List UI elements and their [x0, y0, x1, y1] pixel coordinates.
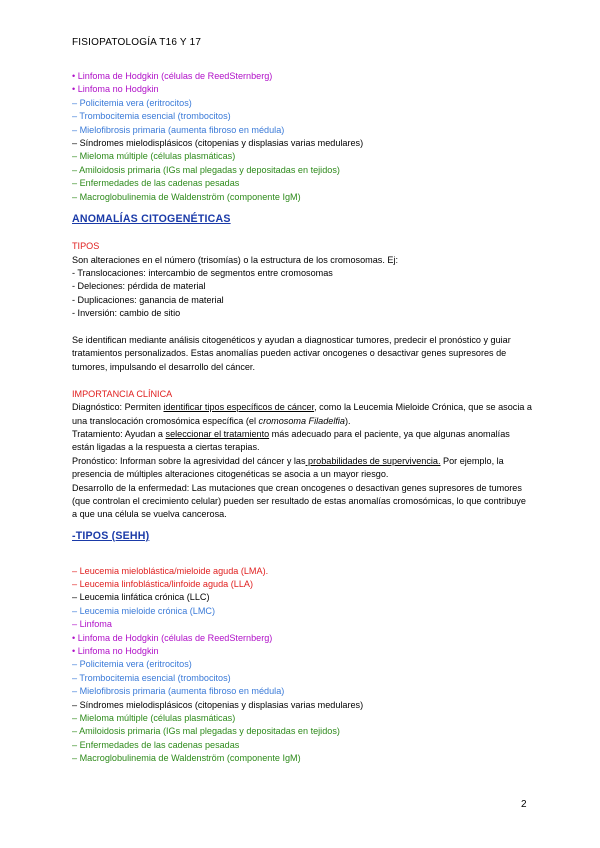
list-item: – Síndromes mielodisplásicos (citopenias y displasias varias medulares)	[72, 138, 364, 149]
sehh-disease-list	[72, 565, 532, 766]
page-number: 2	[521, 799, 527, 810]
list-item: • Linfoma no Hodgkin	[72, 645, 159, 656]
subheading-tipos: TIPOS	[72, 241, 100, 252]
citogeneticas-paragraph: Se identifican mediante análisis citogenéticos y ayudan a diagnosticar tumores, predecir el pronóstico y guiar tratamientos personalizados. Estas anomalías pueden activar oncogenes o desactivar genes supresores de tumores, impulsando el desarrollo del cáncer.	[72, 335, 511, 372]
cromosoma-filadelfia: cromosoma Filadelfia	[258, 415, 345, 426]
list-item: – Mielofibrosis primaria (aumenta fibroso en médula)	[72, 124, 285, 135]
list-item: – Enfermedades de las cadenas pesadas	[72, 178, 240, 189]
list-item: – Trombocitemia esencial (trombocitos)	[72, 672, 231, 683]
diagnostico-underline: identificar tipos específicos de cáncer	[163, 402, 315, 413]
list-item: - Inversión: cambio de sitio	[72, 308, 181, 319]
tipos-intro: Son alteraciones en el número (trisomías) o la estructura de los cromosomas. Ej:	[72, 254, 398, 265]
document-body	[72, 70, 532, 766]
list-item: • Linfoma de Hodgkin (células de ReedSternberg)	[72, 71, 273, 81]
list-item: – Policitemia vera (eritrocitos)	[72, 659, 192, 670]
diagnostico-paragraph: Diagnóstico: Permiten identificar tipos específicos de cáncer, como la Leucemia Mieloide Crónica, que se asocia a una translocación cromosómica específica (el cromosoma Filadelfia).	[72, 402, 532, 426]
list-item: – Trombocitemia esencial (trombocitos)	[72, 111, 231, 122]
tratamiento-paragraph: Tratamiento: Ayudan a seleccionar el tratamiento más adecuado para el paciente, ya que algunas anomalías están ligadas a la respuesta a ciertas terapias.	[72, 428, 510, 453]
page-header-title: FISIOPATOLOGÍA T16 Y 17	[72, 37, 202, 48]
list-item: – Amiloidosis primaria (IGs mal plegadas y depositadas en tejidos)	[72, 726, 340, 737]
section-heading-tipos-sehh: -TIPOS (SEHH)	[72, 529, 150, 542]
list-item: • Linfoma de Hodgkin (células de ReedSternberg)	[72, 632, 273, 643]
list-item: – Mieloma múltiple (células plasmáticas)	[72, 713, 236, 724]
subheading-importancia: IMPORTANCIA CLÍNICA	[72, 388, 173, 399]
list-item: – Enfermedades de las cadenas pesadas	[72, 739, 240, 750]
section-heading-citogeneticas: ANOMALÍAS CITOGENÉTICAS	[72, 213, 231, 226]
list-item: – Leucemia linfoblástica/linfoide aguda (LLA)	[72, 578, 253, 589]
list-item: – Mielofibrosis primaria (aumenta fibroso en médula)	[72, 686, 285, 697]
list-item: • Linfoma no Hodgkin	[72, 84, 159, 95]
tratamiento-underline: seleccionar el tratamiento	[165, 428, 270, 439]
list-item: – Macroglobulinemia de Waldenström (componente IgM)	[72, 191, 301, 202]
list-item: – Síndromes mielodisplásicos (citopenias y displasias varias medulares)	[72, 699, 364, 710]
top-disease-list	[72, 70, 532, 204]
list-item: – Leucemia mieloide crónica (LMC)	[72, 605, 216, 616]
list-item: – Mieloma múltiple (células plasmáticas)	[72, 151, 236, 162]
list-item: - Deleciones: pérdida de material	[72, 281, 206, 292]
list-item: - Translocaciones: intercambio de segmentos entre cromosomas	[72, 268, 333, 279]
pronostico-paragraph: Pronóstico: Informan sobre la agresividad del cáncer y las probabilidades de supervivencia. Por ejemplo, la presencia de múltiples alteraciones citogenéticas se asocia a un mayor riesgo.	[72, 455, 504, 480]
list-item: – Amiloidosis primaria (IGs mal plegadas y depositadas en tejidos)	[72, 164, 340, 175]
list-item: – Linfoma	[72, 619, 112, 630]
list-item: – Policitemia vera (eritrocitos)	[72, 97, 192, 108]
list-item: – Macroglobulinemia de Waldenström (componente IgM)	[72, 753, 301, 764]
desarrollo-paragraph: Desarrollo de la enfermedad: Las mutaciones que crean oncogenes o desactivan genes supresores de tumores (que controlan el crecimiento celular) pueden ser resultado de estas anomalías cromosómicas, lo que contribuye a que una célula se vuelva cancerosa.	[72, 482, 526, 520]
list-item: - Duplicaciones: ganancia de material	[72, 294, 224, 305]
list-item: – Leucemia mieloblástica/mieloide aguda (LMA).	[72, 565, 269, 576]
list-item: – Leucemia linfática crónica (LLC)	[72, 592, 210, 603]
pronostico-underline: probabilidades de supervivencia.	[305, 455, 441, 466]
